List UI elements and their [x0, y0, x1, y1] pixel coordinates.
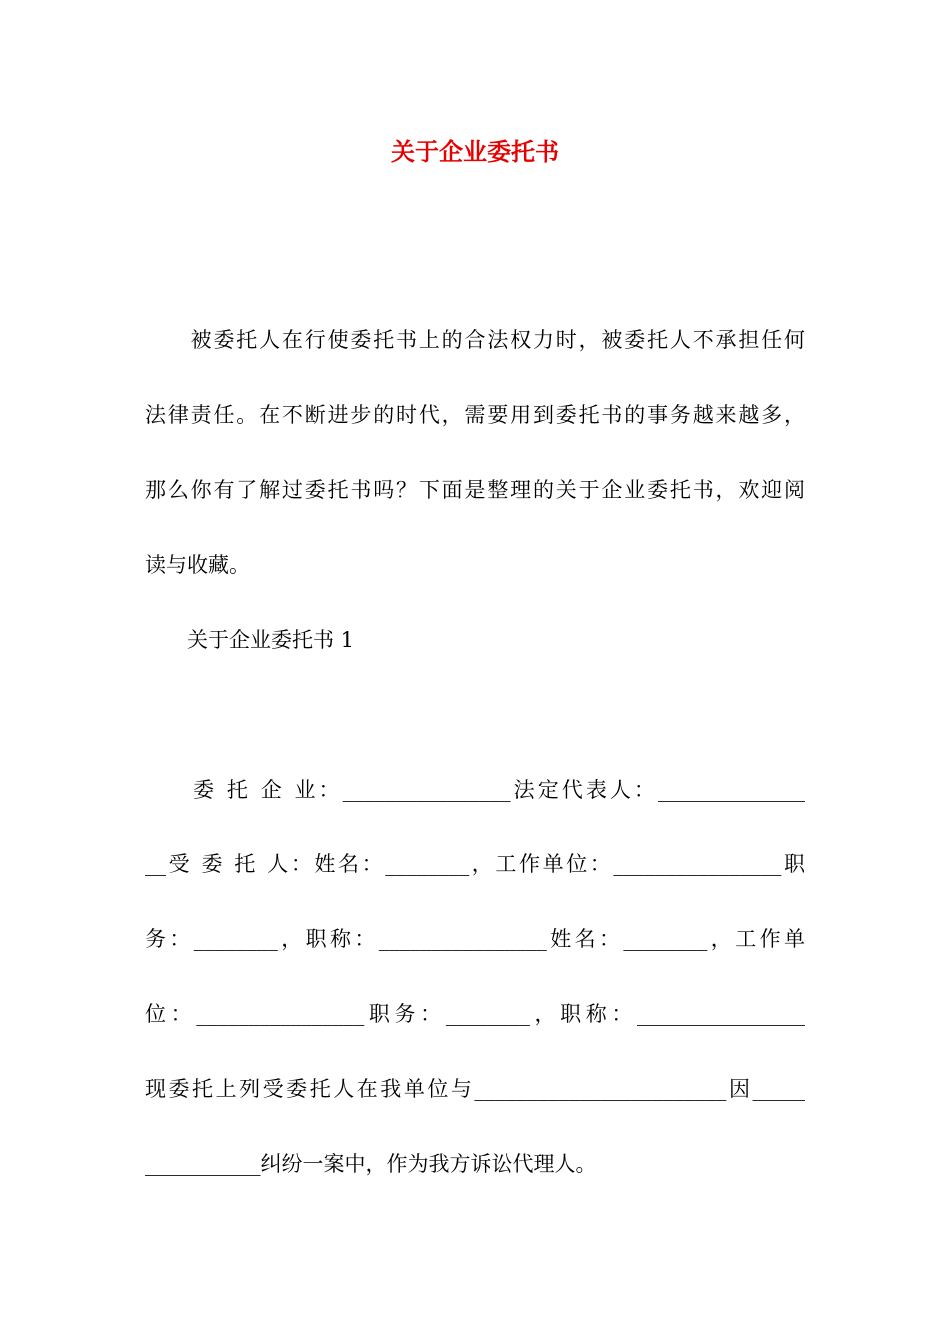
intro-line: 那么你有了解过委托书吗？下面是整理的关于企业委托书，欢迎阅 — [145, 478, 805, 502]
form-line: ___________纠纷一案中，作为我方诉讼代理人。 — [145, 1152, 597, 1176]
form-line: 位：________________职务：________，职称：________________ — [145, 1002, 805, 1026]
intro-line: 读与收藏。 — [145, 553, 250, 577]
form-line: 现委托上列受委托人在我单位与________________________因_____ — [145, 1077, 805, 1101]
form-line: 务：________，职称：________________姓名：________，工作单 — [145, 927, 805, 951]
intro-line: 被委托人在行使委托书上的合法权力时，被委托人不承担任何 — [145, 328, 805, 352]
intro-line: 法律责任。在不断进步的时代，需要用到委托书的事务越来越多， — [145, 403, 805, 427]
section-heading: 关于企业委托书 1 — [145, 628, 355, 652]
document-title: 关于企业委托书 — [391, 137, 559, 166]
form-line: __受 委 托 人：姓名：________，工作单位：________________职 — [145, 852, 805, 876]
form-line: 委 托 企 业：________________法定代表人：______________ — [145, 778, 805, 802]
